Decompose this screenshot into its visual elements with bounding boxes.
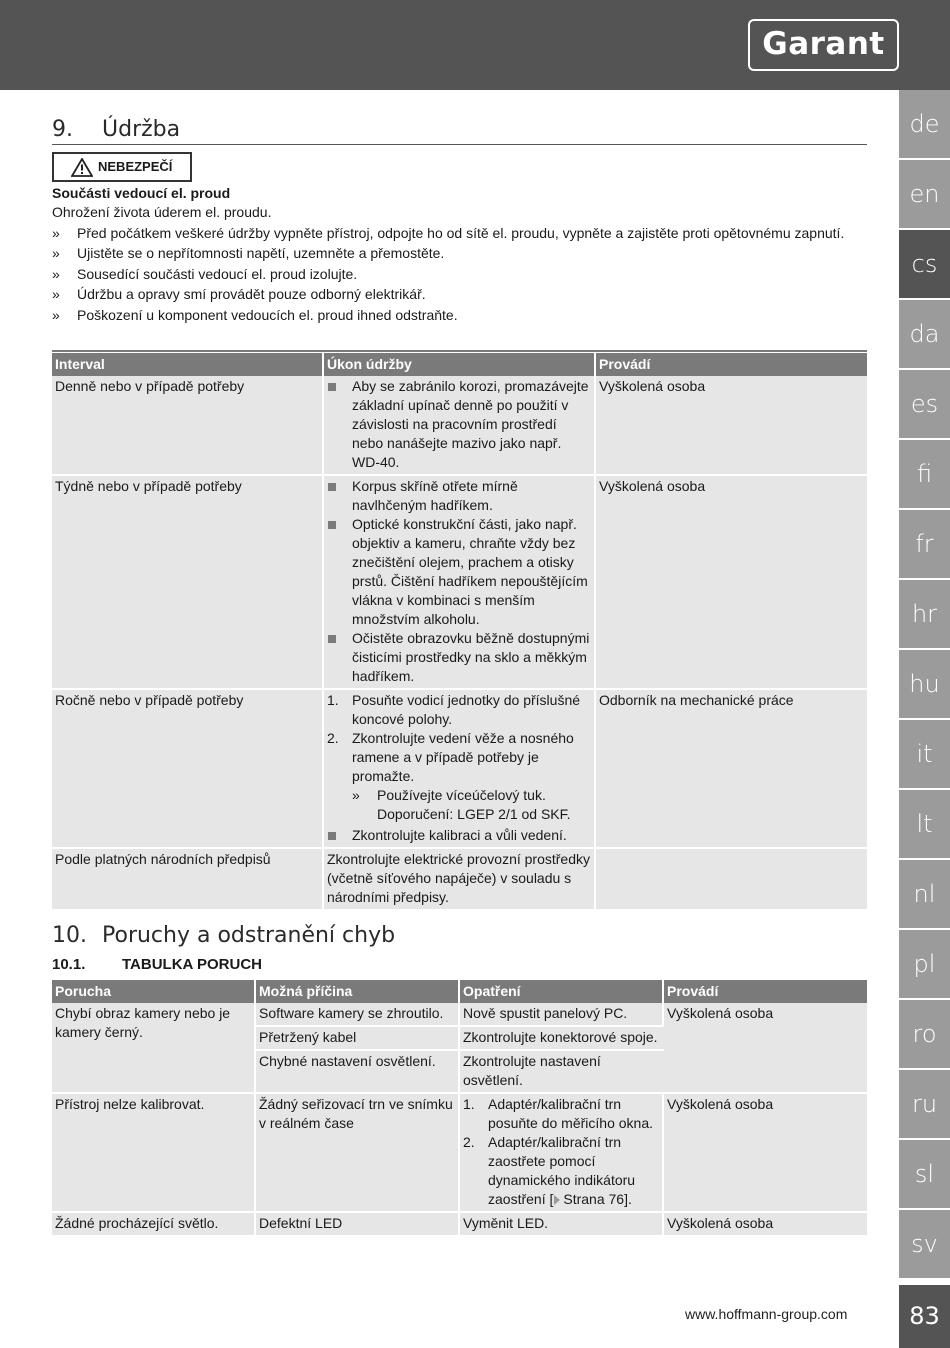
danger-label-box [52,152,192,182]
danger-instruction-text: Údržbu a opravy smí provádět pouze odborný elektrikář. [77,286,426,302]
list-item-text: Zkontrolujte vedení věže a nosného ramene a v případě potřeby je promažte. [352,730,574,784]
list-item-text: Posuňte vodicí jednotky do příslušné koncové polohy. [352,692,581,727]
measure-cell: Zkontrolujte konektorové spoje. [460,1027,664,1051]
danger-instruction-text: Sousedící součásti vedoucí el. proud izolujte. [77,265,358,282]
task-cell [324,690,596,849]
danger-instructions [52,224,867,325]
language-tab-ru[interactable]: ru [899,1070,950,1138]
list-item [327,477,591,515]
performer-cell: Vyškolená osoba [664,1094,867,1213]
danger-heading: Součásti vedoucí el. proud [52,185,231,201]
list-item-text: Optické konstrukční části, jako např. objektiv a kameru, chraňte vždy bez znečištění olejem, prachem a otisky prstů. Čištění hadříkem nepouštějícím vlákna v kombinaci s menším množstvím alkoholu. [352,516,588,627]
warning-triangle-icon [71,158,93,186]
list-item [327,515,591,629]
cause-cell: Defektní LED [256,1213,460,1237]
language-tab-fr[interactable]: fr [899,510,950,578]
table-row [52,476,867,690]
interval-cell: Týdně nebo v případě potřeby [52,476,324,690]
language-tab-lt[interactable]: lt [899,790,950,858]
table-row [52,1213,867,1237]
chevron-right-icon: » [52,306,60,323]
danger-instruction [52,265,867,284]
measure-cell [460,1094,664,1213]
subsection-title: TABULKA PORUCH [122,956,262,973]
section-number: 10. [52,923,87,948]
language-tab-fi[interactable]: fi [899,440,950,508]
step-number: 2. [463,1134,475,1150]
performer-cell [596,849,867,911]
list-item [327,377,591,472]
chevron-right-icon: » [52,245,60,261]
task-cell: Zkontrolujte elektrické provozní prostředky (včetně síťového napáječe) v souladu s národními předpisy. [324,849,596,911]
chevron-right-icon: » [52,224,60,241]
danger-instruction-text: Poškození u komponent vedoucích el. proud ihned odstraňte. [77,306,458,323]
performer-cell: Vyškolená osoba [596,376,867,476]
language-sidebar [899,90,950,1348]
language-tab-en[interactable]: en [899,160,950,228]
danger-instruction [52,285,867,304]
danger-notice [52,184,867,325]
danger-instruction [52,306,867,325]
column-header: Úkon údržby [324,352,596,376]
section-title: Údržba [102,117,181,142]
task-cell [324,376,596,476]
chevron-right-icon: » [52,265,60,282]
list-item [327,691,591,729]
subsection-heading [52,956,262,973]
list-item-text: Adaptér/kalibrační trn posuňte do měřicího okna. [488,1096,653,1131]
language-tab-pl[interactable]: pl [899,930,950,998]
performer-cell: Vyškolená osoba [596,476,867,690]
list-item [463,1095,659,1133]
interval-cell: Denně nebo v případě potřeby [52,376,324,476]
table-row [52,1003,867,1027]
danger-instruction-text: Ujistěte se o nepřítomnosti napětí, uzemněte a přemostěte. [77,245,445,261]
table-header-row [52,980,867,1003]
garant-logo: Garant [748,19,899,71]
column-header: Provádí [596,352,867,376]
table-row [52,690,867,849]
measure-cell: Vyměnit LED. [460,1213,664,1237]
list-item-text: Aby se zabránilo korozi, promazávejte základní upínač denně po použití v závislosti na pracovním prostředí nebo nanášejte mazivo jako např. WD-40. [352,378,589,470]
step-number: 1. [327,692,339,708]
danger-instruction [52,224,867,243]
task-cell [324,476,596,690]
fault-table [52,980,867,1237]
column-header: Porucha [52,980,256,1003]
step-number: 1. [463,1096,475,1112]
cause-cell: Software kamery se zhroutilo. [256,1003,460,1027]
performer-cell: Vyškolená osoba [664,1003,867,1094]
language-tab-hu[interactable]: hu [899,650,950,718]
section-title: Poruchy a odstranění chyb [102,923,396,948]
cause-cell: Přetržený kabel [256,1027,460,1051]
language-tab-sv[interactable]: sv [899,1210,950,1278]
list-item-text: Adaptér/kalibrační trn zaostřete pomocí dynamického indikátoru zaostření [ [488,1134,636,1207]
section-heading-troubleshooting [52,923,867,948]
list-item [327,729,591,824]
sub-list-item [352,786,591,824]
page-reference-link[interactable]: Strana 76]. [563,1191,632,1207]
list-item-text: Zkontrolujte kalibraci a vůli vedení. [352,827,567,843]
table-row [52,1094,867,1213]
table-header-row [52,352,867,376]
language-tab-de[interactable]: de [899,90,950,158]
list-item [327,629,591,686]
fault-cell: Žádné procházející světlo. [52,1213,256,1237]
subsection-number: 10.1. [52,956,86,973]
maintenance-table [52,350,867,911]
table-row [52,376,867,476]
column-header: Možná příčina [256,980,460,1003]
column-header: Provádí [664,980,867,1003]
language-tab-nl[interactable]: nl [899,860,950,928]
language-tab-hr[interactable]: hr [899,580,950,648]
column-header: Interval [52,352,324,376]
language-tab-sl[interactable]: sl [899,1140,950,1208]
language-tab-es[interactable]: es [899,370,950,438]
bullet-square-icon [328,483,336,491]
table-row [52,849,867,911]
danger-subtext: Ohrožení života úderem el. proudu. [52,204,272,220]
list-item-text: Používejte víceúčelový tuk. Doporučení: LGEP 2/1 od SKF. [377,787,571,822]
language-tab-da[interactable]: da [899,300,950,368]
language-tab-it[interactable]: it [899,720,950,788]
fault-cell: Chybí obraz kamery nebo je kamery černý. [52,1003,256,1094]
cause-cell: Žádný seřizovací trn ve snímku v reálném čase [256,1094,460,1213]
language-tab-cs[interactable]: cs [899,230,950,298]
step-number: 2. [327,730,339,746]
column-header: Opatření [460,980,664,1003]
measure-cell: Zkontrolujte nastavení osvětlení. [460,1051,664,1094]
page-reference-arrow-icon [554,1195,560,1205]
page-number: 83 [899,1285,950,1348]
danger-instruction-text: Před počátkem veškeré údržby vypněte přístroj, odpojte ho od sítě el. proudu, vypněte a zajistěte proti opětovnému zapnutí. [77,224,845,241]
performer-cell: Odborník na mechanické práce [596,690,867,849]
measure-cell: Nově spustit panelový PC. [460,1003,664,1027]
chevron-right-icon: » [352,787,360,803]
bullet-square-icon [328,635,336,643]
interval-cell: Ročně nebo v případě potřeby [52,690,324,849]
chevron-right-icon: » [52,286,60,302]
performer-cell: Vyškolená osoba [664,1213,867,1237]
section-heading-maintenance [52,117,867,145]
list-item-text: Očistěte obrazovku běžně dostupnými čisticími prostředky na sklo a měkkým hadříkem. [352,630,590,684]
bullet-square-icon [328,832,336,840]
interval-cell: Podle platných národních předpisů [52,849,324,911]
list-item [327,826,591,845]
fault-cell: Přístroj nelze kalibrovat. [52,1094,256,1213]
header-bar [0,0,950,90]
section-number: 9. [52,117,73,142]
danger-instruction [52,244,867,263]
list-item-text: Korpus skříně otřete mírně navlhčeným hadříkem. [352,478,518,513]
bullet-square-icon [328,521,336,529]
footer-url[interactable]: www.hoffmann-group.com [685,1306,848,1322]
list-item [463,1133,659,1209]
cause-cell: Chybné nastavení osvětlení. [256,1051,460,1094]
danger-label: NEBEZPEČÍ [98,159,173,174]
bullet-square-icon [328,383,336,391]
language-tab-ro[interactable]: ro [899,1000,950,1068]
